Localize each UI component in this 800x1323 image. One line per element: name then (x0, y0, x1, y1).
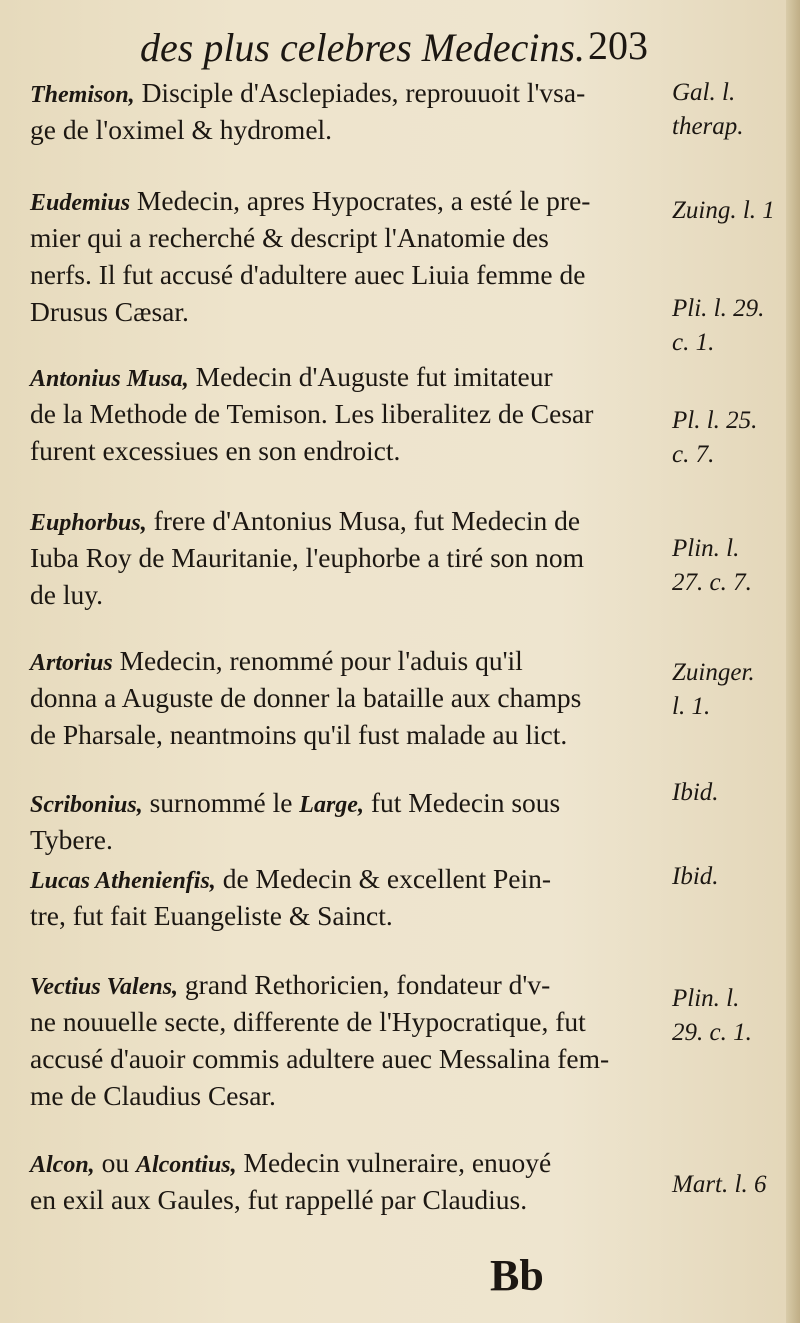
margin-note-line: Ibid. (672, 863, 719, 890)
margin-note-line: l. 1. (672, 693, 711, 720)
margin-note-9 (672, 982, 752, 1050)
margin-note-line: 29. c. 1. (672, 1019, 752, 1046)
page-number: 203 (588, 23, 648, 68)
entry-name: Eudemius (30, 190, 131, 216)
entry-line: nerfs. Il fut accusé d'adultere auec Liuia femme de (30, 259, 586, 290)
entry-vectius-valens (30, 966, 670, 1114)
entry-scribonius (30, 784, 670, 858)
entry-name: Artorius (30, 650, 113, 676)
margin-note-4 (672, 404, 757, 472)
entry-line (30, 1144, 670, 1181)
entry-line (30, 784, 670, 821)
entry-line: mier qui a recherché & descript l'Anatomie des (30, 222, 549, 253)
margin-note-2 (672, 194, 775, 228)
margin-note-5 (672, 532, 752, 600)
margin-note-8 (672, 860, 719, 894)
entry-name: Scribonius, (30, 792, 143, 818)
entry-name: Euphorbus, (30, 510, 147, 536)
entry-text: Disciple d'Asclepiades, reprouuoit l'vsa- (134, 77, 586, 108)
entry-text: frere d'Antonius Musa, fut Medecin de (146, 505, 581, 536)
entry-line (30, 860, 670, 897)
entry-line: furent excessiues en son endroict. (30, 435, 401, 466)
entry-name: Vectius Valens, (30, 974, 179, 1000)
entry-text: Medecin d'Auguste fut imitateur (188, 361, 553, 392)
entry-antonius-musa (30, 358, 670, 469)
entry-line (30, 642, 670, 679)
margin-note-line: 27. c. 7. (672, 569, 752, 596)
margin-note-6 (672, 656, 755, 724)
entry-line: ne nouuelle secte, differente de l'Hypocratique, fut (30, 1006, 586, 1037)
entry-line: me de Claudius Cesar. (30, 1080, 276, 1111)
entry-line: tre, fut fait Euangeliste & Sainct. (30, 900, 393, 931)
margin-note-7 (672, 776, 719, 810)
entry-line (30, 966, 670, 1003)
margin-note-line: Zuing. l. 1 (672, 197, 775, 224)
margin-note-line: Mart. l. 6 (672, 1171, 767, 1198)
margin-note-line: Zuinger. (672, 659, 755, 686)
entry-eudemius (30, 182, 670, 330)
entry-text: de Medecin & excellent Pein- (215, 863, 552, 894)
entry-line (30, 358, 670, 395)
gathering-signature: Bb (490, 1251, 544, 1300)
entry-line (30, 502, 670, 539)
entry-line: Drusus Cæsar. (30, 296, 189, 327)
page-header (0, 18, 800, 74)
entry-line: de Pharsale, neantmoins qu'il fust malade au lict. (30, 719, 568, 750)
entry-name: Lucas Athenienfis, (30, 868, 216, 894)
margin-note-3 (672, 292, 764, 360)
entry-name: Antonius Musa, (30, 366, 189, 392)
entry-euphorbus (30, 502, 670, 613)
margin-note-1 (672, 76, 744, 144)
margin-note-line: c. 7. (672, 441, 715, 468)
entry-line: en exil aux Gaules, fut rappellé par Claudius. (30, 1184, 528, 1215)
margin-note-line: Pl. l. 25. (672, 407, 758, 434)
margin-note-line: Ibid. (672, 779, 719, 806)
entry-text: grand Rethoricien, fondateur d'v- (178, 969, 551, 1000)
page-edge (786, 0, 800, 1323)
running-title: des plus celebres Medecins. (140, 25, 586, 70)
entry-text: surnommé le (142, 787, 300, 818)
entry-line: de la Methode de Temison. Les liberalitez de Cesar (30, 398, 594, 429)
entry-alt-name: Alcontius, (135, 1152, 237, 1178)
entry-name: Themison, (30, 82, 135, 108)
entry-text: fut Medecin sous (363, 787, 561, 818)
entry-artorius (30, 642, 670, 753)
margin-note-10 (672, 1168, 766, 1202)
margin-note-line: Plin. l. (672, 985, 740, 1012)
entry-line: donna a Auguste de donner la bataille aux champs (30, 682, 582, 713)
margin-note-line: Gal. l. (672, 79, 736, 106)
entry-line: accusé d'auoir commis adultere auec Messalina fem- (30, 1043, 610, 1074)
entry-epithet: Large, (299, 792, 364, 818)
entry-text: Medecin vulneraire, enuoyé (236, 1147, 552, 1178)
entry-text: ou (94, 1147, 136, 1178)
margin-note-line: c. 1. (672, 329, 715, 356)
entry-text: Medecin, renommé pour l'aduis qu'il (112, 645, 523, 676)
entry-line (30, 74, 670, 111)
entry-line: de luy. (30, 579, 104, 610)
margin-note-line: Pli. l. 29. (672, 295, 765, 322)
entry-line: Iuba Roy de Mauritanie, l'euphorbe a tiré son nom (30, 542, 585, 573)
entry-alcon (30, 1144, 670, 1218)
margin-note-line: therap. (672, 113, 744, 140)
entry-line: ge de l'oximel & hydromel. (30, 114, 333, 145)
entry-line (30, 182, 670, 219)
entry-lucas (30, 860, 670, 934)
entry-themison (30, 74, 670, 148)
entry-line: Tybere. (30, 824, 113, 855)
margin-note-line: Plin. l. (672, 535, 740, 562)
entry-name: Alcon, (30, 1152, 95, 1178)
entry-text: Medecin, apres Hypocrates, a esté le pre- (130, 185, 591, 216)
